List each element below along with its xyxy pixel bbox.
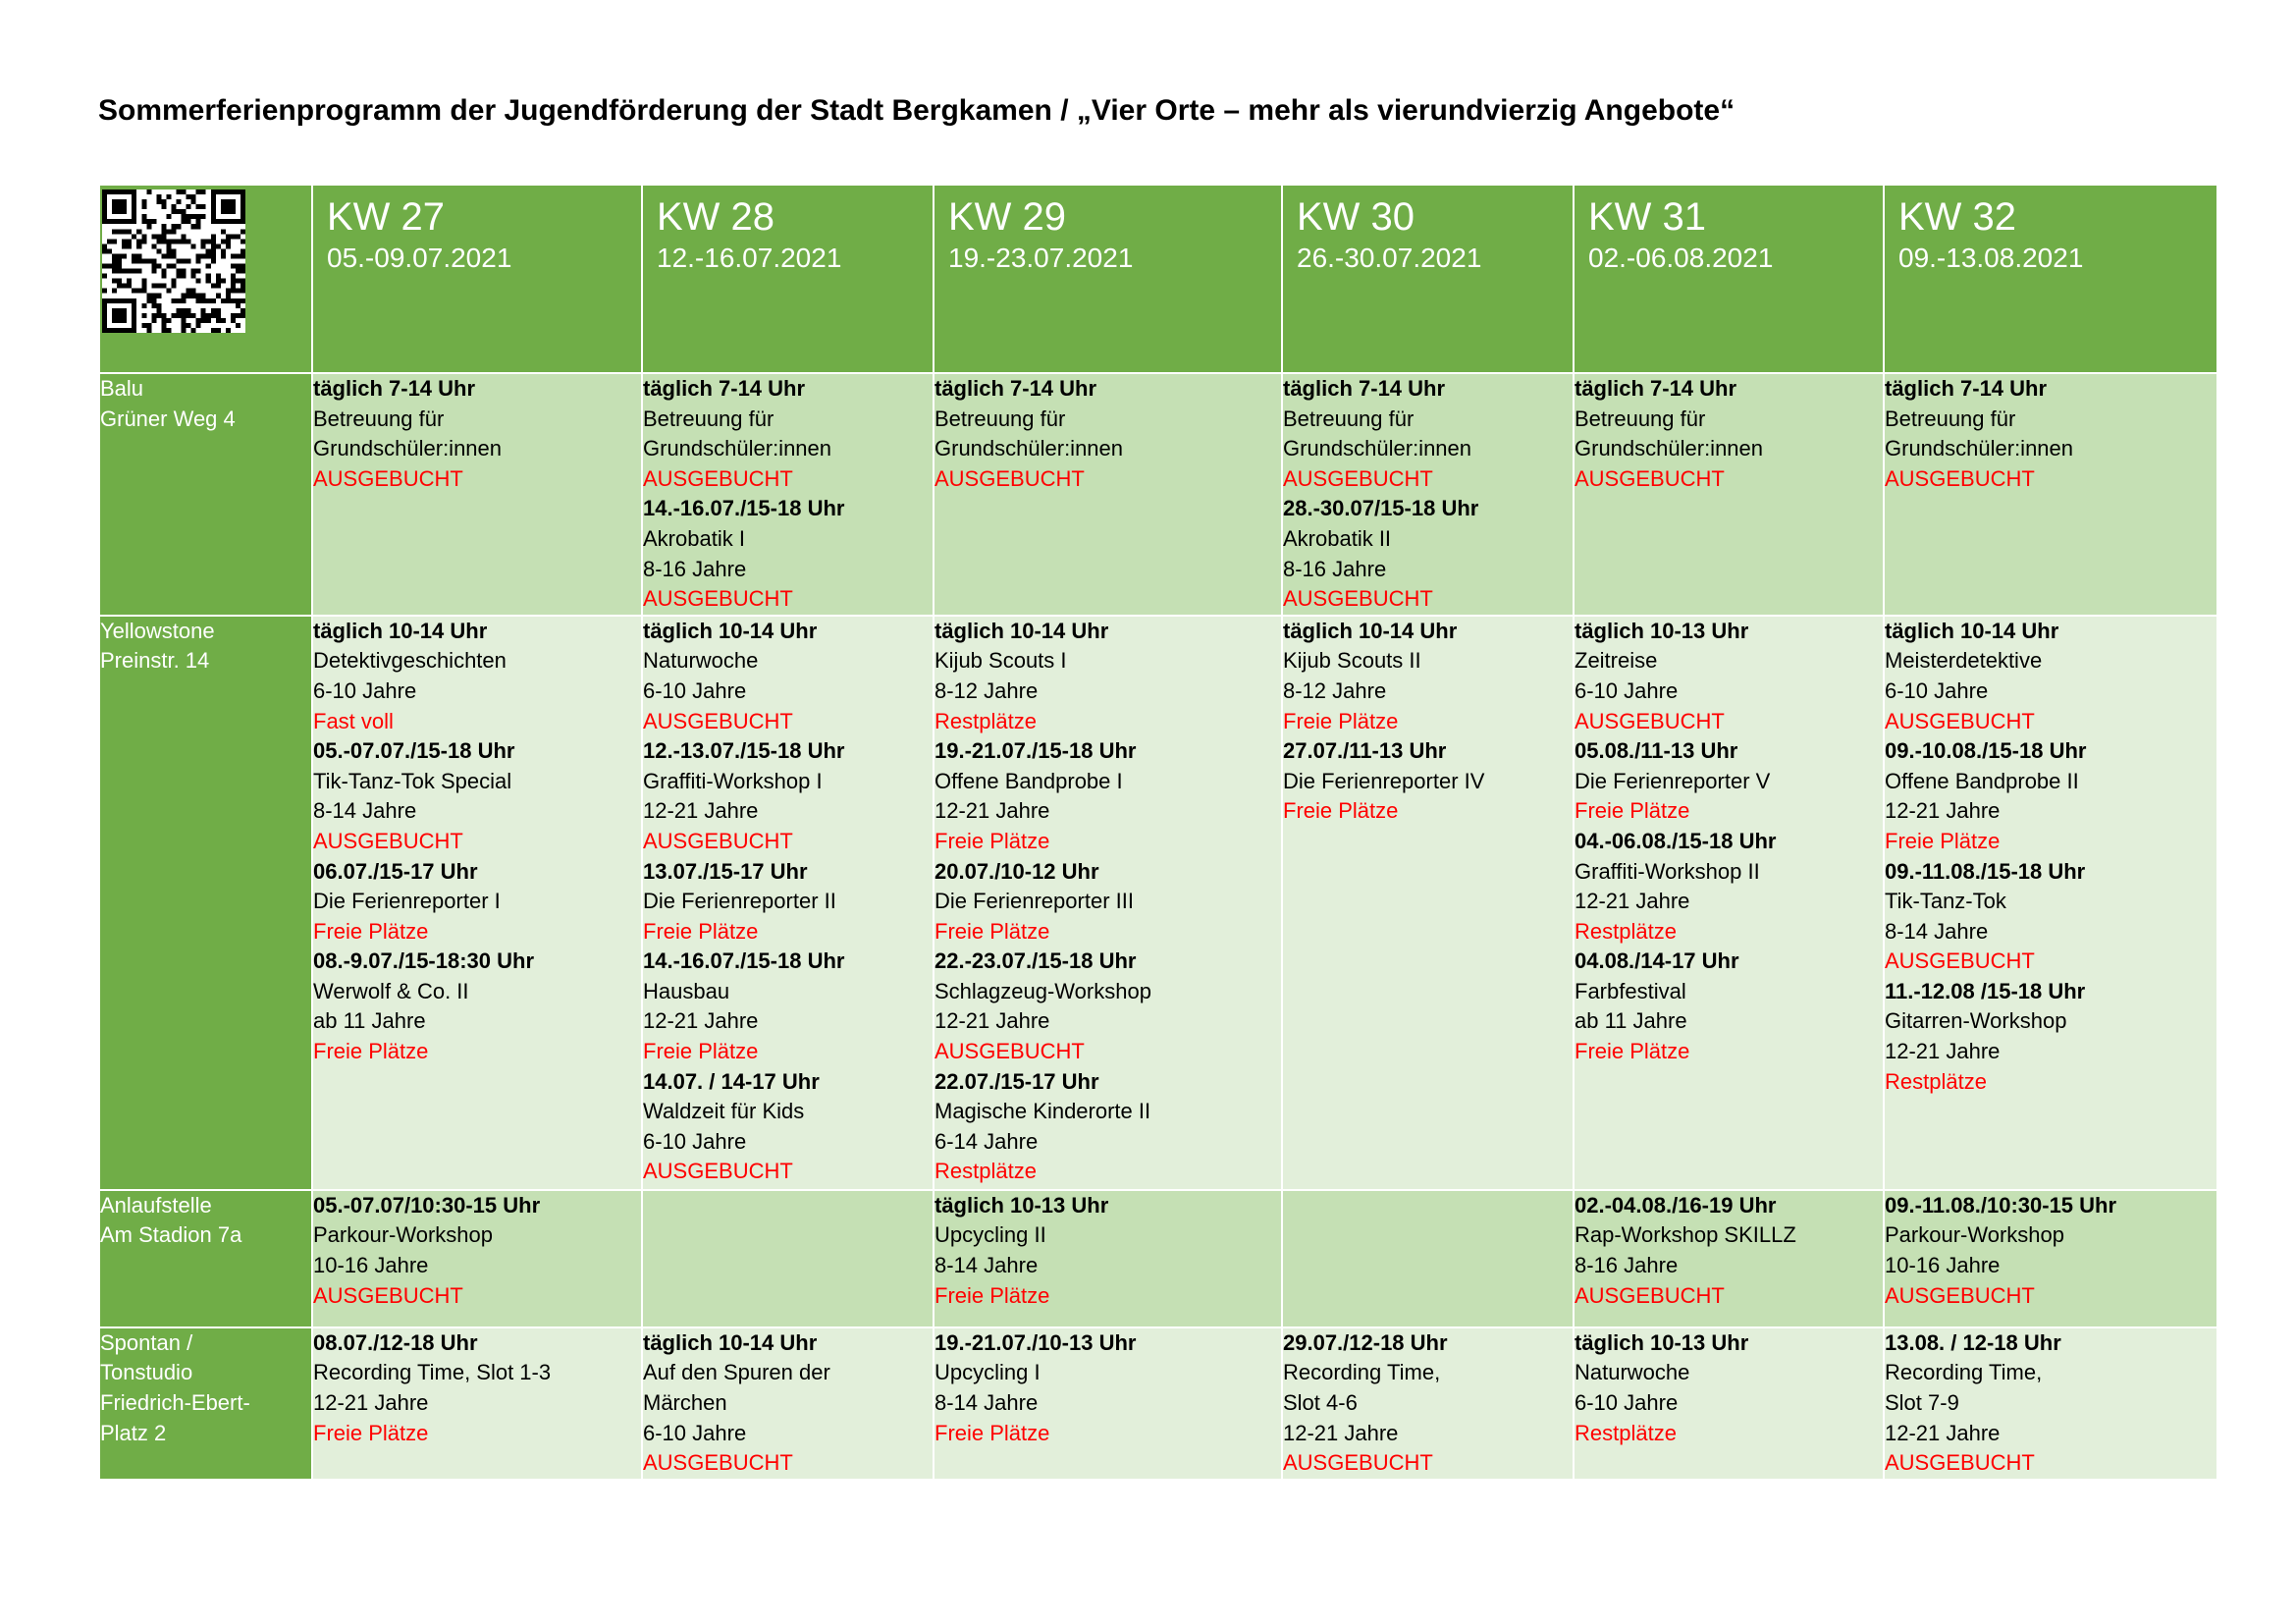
availability-status: AUSGEBUCHT — [643, 465, 793, 491]
activity-line: Märchen — [643, 1389, 727, 1415]
activity-line: Gitarren-Workshop — [1885, 1008, 2067, 1034]
activity-line: Farbfestival — [1575, 978, 1686, 1003]
activity-line: Die Ferienreporter IV — [1283, 768, 1485, 793]
activity-line: 8-14 Jahre — [934, 1389, 1039, 1415]
activity-line: 8-12 Jahre — [1283, 677, 1387, 703]
program-table — [98, 184, 2218, 1481]
program-cell — [1574, 1190, 1884, 1327]
week-label: KW 30 — [1297, 195, 1415, 239]
activity-time: 13.07./15-17 Uhr — [643, 858, 808, 884]
activity-line: 8-16 Jahre — [643, 556, 747, 581]
activity-line: Grundschüler:innen — [313, 436, 503, 461]
activity-line: Akrobatik II — [1283, 525, 1392, 551]
activity-line: Kijub Scouts I — [934, 648, 1067, 674]
activity-line: 6-10 Jahre — [643, 1420, 747, 1445]
availability-status: AUSGEBUCHT — [313, 465, 463, 491]
location-cell — [99, 1190, 312, 1327]
activity-line: Grundschüler:innen — [934, 436, 1124, 461]
activity-line: 10-16 Jahre — [313, 1252, 429, 1277]
activity-line: Meisterdetektive — [1885, 648, 2043, 674]
program-cell — [642, 616, 934, 1190]
program-cell — [1574, 1327, 1884, 1480]
activity-line: 6-10 Jahre — [1575, 1389, 1679, 1415]
activity-line: Rap-Workshop SKILLZ — [1575, 1222, 1796, 1248]
activity-line: 6-10 Jahre — [313, 677, 417, 703]
availability-status: AUSGEBUCHT — [1885, 465, 2035, 491]
qr-code-icon[interactable] — [102, 189, 245, 333]
availability-status: Freie Plätze — [643, 1039, 759, 1064]
program-cell — [1282, 616, 1574, 1190]
availability-status: AUSGEBUCHT — [643, 1450, 793, 1476]
program-cell — [312, 1190, 642, 1327]
availability-status: Freie Plätze — [1283, 708, 1399, 733]
location-row-yellowstone — [99, 616, 2217, 1190]
activity-time: 09.-11.08./15-18 Uhr — [1885, 858, 2086, 884]
activity-line: Die Ferienreporter I — [313, 889, 501, 914]
activity-time: täglich 10-14 Uhr — [643, 618, 818, 643]
activity-time: 27.07./11-13 Uhr — [1283, 738, 1447, 764]
program-cell — [312, 1327, 642, 1480]
activity-line: Upcycling I — [934, 1360, 1041, 1385]
activity-time: 19.-21.07./10-13 Uhr — [934, 1329, 1137, 1355]
activity-time: 13.08. / 12-18 Uhr — [1885, 1329, 2061, 1355]
availability-status: AUSGEBUCHT — [1885, 948, 2035, 974]
availability-status: Freie Plätze — [1575, 1039, 1690, 1064]
availability-status: Restplätze — [1575, 1420, 1677, 1445]
availability-status: Freie Plätze — [934, 1420, 1050, 1445]
activity-line: 12-21 Jahre — [1885, 1420, 2001, 1445]
availability-status: Freie Plätze — [934, 918, 1050, 944]
activity-line: Grundschüler:innen — [1575, 436, 1764, 461]
week-header — [312, 185, 642, 373]
activity-time: 14.-16.07./15-18 Uhr — [643, 948, 845, 974]
week-label: KW 27 — [327, 195, 446, 239]
activity-line: Parkour-Workshop — [1885, 1222, 2064, 1248]
activity-time: täglich 10-13 Uhr — [1575, 618, 1749, 643]
program-cell — [1282, 373, 1574, 616]
week-header — [1282, 185, 1574, 373]
week-dates: 02.-06.08.2021 — [1588, 243, 1774, 273]
activity-time: täglich 7-14 Uhr — [1575, 376, 1737, 401]
activity-line: Tik-Tanz-Tok Special — [313, 768, 512, 793]
activity-time: täglich 7-14 Uhr — [1283, 376, 1446, 401]
activity-line: ab 11 Jahre — [1575, 1008, 1687, 1034]
availability-status: Freie Plätze — [934, 1282, 1050, 1308]
activity-time: 22.-23.07./15-18 Uhr — [934, 948, 1137, 974]
activity-line: Magische Kinderorte II — [934, 1099, 1151, 1124]
program-cell — [1884, 1190, 2217, 1327]
location-cell — [99, 616, 312, 1190]
location-cell — [99, 1327, 312, 1480]
program-cell — [934, 1327, 1282, 1480]
activity-line: Betreuung für — [1885, 406, 2016, 431]
activity-line: 12-21 Jahre — [1283, 1420, 1399, 1445]
activity-time: 08.-9.07./15-18:30 Uhr — [313, 948, 535, 974]
program-cell — [934, 616, 1282, 1190]
activity-line: Betreuung für — [934, 406, 1066, 431]
activity-line: 6-14 Jahre — [934, 1128, 1039, 1154]
week-dates: 05.-09.07.2021 — [327, 243, 512, 273]
activity-time: 08.07./12-18 Uhr — [313, 1329, 478, 1355]
activity-line: Slot 7-9 — [1885, 1389, 1959, 1415]
activity-time: 02.-04.08./16-19 Uhr — [1575, 1192, 1777, 1218]
activity-time: 11.-12.08 /15-18 Uhr — [1885, 978, 2086, 1003]
activity-line: Waldzeit für Kids — [643, 1099, 805, 1124]
availability-status: AUSGEBUCHT — [643, 1159, 793, 1184]
location-line: Friedrich-Ebert- — [100, 1389, 250, 1415]
activity-time: 06.07./15-17 Uhr — [313, 858, 478, 884]
qr-cell — [99, 185, 312, 373]
location-line: Spontan / — [100, 1329, 193, 1355]
activity-time: 04.-06.08./15-18 Uhr — [1575, 828, 1777, 853]
activity-time: 09.-10.08./15-18 Uhr — [1885, 738, 2087, 764]
availability-status: Freie Plätze — [643, 918, 759, 944]
activity-line: Kijub Scouts II — [1283, 648, 1421, 674]
activity-line: Slot 4-6 — [1283, 1389, 1358, 1415]
activity-line: 12-21 Jahre — [643, 798, 759, 824]
week-label: KW 31 — [1588, 195, 1707, 239]
availability-status: Freie Plätze — [934, 828, 1050, 853]
activity-line: Hausbau — [643, 978, 730, 1003]
activity-line: 12-21 Jahre — [934, 798, 1050, 824]
activity-line: Betreuung für — [1283, 406, 1415, 431]
availability-status: AUSGEBUCHT — [1885, 1450, 2035, 1476]
activity-time: täglich 10-14 Uhr — [934, 618, 1109, 643]
activity-line: 10-16 Jahre — [1885, 1252, 2001, 1277]
availability-status: AUSGEBUCHT — [934, 1039, 1085, 1064]
location-line: Grüner Weg 4 — [100, 406, 236, 431]
availability-status: AUSGEBUCHT — [313, 828, 463, 853]
availability-status: Freie Plätze — [313, 918, 429, 944]
week-label: KW 32 — [1898, 195, 2017, 239]
availability-status: AUSGEBUCHT — [1283, 1450, 1433, 1476]
program-cell — [642, 373, 934, 616]
activity-line: Die Ferienreporter III — [934, 889, 1134, 914]
activity-line: Grundschüler:innen — [1885, 436, 2074, 461]
activity-line: Parkour-Workshop — [313, 1222, 493, 1248]
program-cell — [1884, 373, 2217, 616]
availability-status: AUSGEBUCHT — [1885, 708, 2035, 733]
activity-line: ab 11 Jahre — [313, 1008, 426, 1034]
location-line: Anlaufstelle — [100, 1192, 212, 1218]
header-row — [99, 185, 2217, 373]
activity-line: Naturwoche — [1575, 1360, 1690, 1385]
activity-line: Recording Time, — [1283, 1360, 1441, 1385]
program-cell — [1884, 616, 2217, 1190]
activity-line: Werwolf & Co. II — [313, 978, 469, 1003]
location-line: Platz 2 — [100, 1420, 167, 1445]
activity-line: 12-21 Jahre — [643, 1008, 759, 1034]
week-label: KW 29 — [948, 195, 1067, 239]
week-label: KW 28 — [657, 195, 775, 239]
program-cell — [642, 1190, 934, 1327]
activity-time: 19.-21.07./15-18 Uhr — [934, 738, 1137, 764]
program-cell — [1574, 616, 1884, 1190]
week-header — [1884, 185, 2217, 373]
location-cell — [99, 373, 312, 616]
activity-line: 8-14 Jahre — [313, 798, 417, 824]
activity-time: 09.-11.08./10:30-15 Uhr — [1885, 1192, 2117, 1218]
activity-line: 12-21 Jahre — [313, 1389, 429, 1415]
activity-line: 8-14 Jahre — [1885, 918, 1989, 944]
activity-line: 8-12 Jahre — [934, 677, 1039, 703]
activity-line: Recording Time, Slot 1-3 — [313, 1360, 552, 1385]
activity-time: täglich 10-13 Uhr — [934, 1192, 1109, 1218]
location-line: Am Stadion 7a — [100, 1222, 242, 1248]
availability-status: Freie Plätze — [1885, 828, 2001, 853]
week-dates: 19.-23.07.2021 — [948, 243, 1134, 273]
week-header — [1574, 185, 1884, 373]
activity-time: täglich 10-14 Uhr — [643, 1329, 818, 1355]
availability-status: AUSGEBUCHT — [643, 586, 793, 612]
location-row-tonstudio — [99, 1327, 2217, 1480]
availability-status: Freie Plätze — [1283, 798, 1399, 824]
availability-status: Restplätze — [934, 1159, 1037, 1184]
activity-line: Schlagzeug-Workshop — [934, 978, 1151, 1003]
activity-line: Akrobatik I — [643, 525, 745, 551]
activity-line: Grundschüler:innen — [643, 436, 832, 461]
activity-line: 8-16 Jahre — [1283, 556, 1387, 581]
activity-line: 8-14 Jahre — [934, 1252, 1039, 1277]
program-cell — [1884, 1327, 2217, 1480]
program-cell — [642, 1327, 934, 1480]
program-cell — [934, 373, 1282, 616]
activity-time: 14.-16.07./15-18 Uhr — [643, 496, 845, 521]
week-dates: 12.-16.07.2021 — [657, 243, 842, 273]
page-title: Sommerferienprogramm der Jugendförderung der Stadt Bergkamen / „Vier Orte – mehr als vierundvierzig Angebote“ — [98, 94, 1735, 127]
activity-line: Offene Bandprobe II — [1885, 768, 2079, 793]
activity-line: 12-21 Jahre — [934, 1008, 1050, 1034]
availability-status: AUSGEBUCHT — [1575, 465, 1725, 491]
activity-line: Die Ferienreporter V — [1575, 768, 1771, 793]
location-line: Tonstudio — [100, 1360, 193, 1385]
activity-line: Betreuung für — [643, 406, 774, 431]
activity-time: 04.08./14-17 Uhr — [1575, 948, 1739, 974]
activity-time: 12.-13.07./15-18 Uhr — [643, 738, 845, 764]
location-line: Balu — [100, 376, 144, 401]
activity-line: Betreuung für — [313, 406, 445, 431]
activity-line: Naturwoche — [643, 648, 759, 674]
program-cell — [312, 616, 642, 1190]
activity-line: Die Ferienreporter II — [643, 889, 836, 914]
week-dates: 26.-30.07.2021 — [1297, 243, 1482, 273]
availability-status: AUSGEBUCHT — [934, 465, 1085, 491]
availability-status: AUSGEBUCHT — [643, 828, 793, 853]
activity-line: 12-21 Jahre — [1885, 1039, 2001, 1064]
activity-time: täglich 7-14 Uhr — [1885, 376, 2048, 401]
availability-status: AUSGEBUCHT — [313, 1282, 463, 1308]
availability-status: AUSGEBUCHT — [1283, 586, 1433, 612]
availability-status: Restplätze — [1575, 918, 1677, 944]
activity-time: täglich 10-14 Uhr — [1885, 618, 2059, 643]
activity-time: 28.-30.07/15-18 Uhr — [1283, 496, 1479, 521]
activity-time: 05.-07.07./15-18 Uhr — [313, 738, 515, 764]
availability-status: AUSGEBUCHT — [1283, 465, 1433, 491]
activity-time: täglich 10-14 Uhr — [313, 618, 488, 643]
availability-status: Restplätze — [934, 708, 1037, 733]
activity-time: 20.07./10-12 Uhr — [934, 858, 1099, 884]
program-cell — [1282, 1327, 1574, 1480]
activity-line: 6-10 Jahre — [643, 677, 747, 703]
week-header — [934, 185, 1282, 373]
location-row-anlaufstelle — [99, 1190, 2217, 1327]
activity-line: 6-10 Jahre — [1575, 677, 1679, 703]
location-row-balu — [99, 373, 2217, 616]
activity-line: 12-21 Jahre — [1885, 798, 2001, 824]
program-cell — [1282, 1190, 1574, 1327]
availability-status: Freie Plätze — [313, 1420, 429, 1445]
activity-line: Betreuung für — [1575, 406, 1706, 431]
activity-time: 22.07./15-17 Uhr — [934, 1068, 1099, 1094]
program-cell — [1574, 373, 1884, 616]
availability-status: Freie Plätze — [1575, 798, 1690, 824]
week-header — [642, 185, 934, 373]
activity-line: Graffiti-Workshop I — [643, 768, 823, 793]
activity-line: Auf den Spuren der — [643, 1360, 830, 1385]
activity-line: 8-16 Jahre — [1575, 1252, 1679, 1277]
activity-line: Recording Time, — [1885, 1360, 2043, 1385]
availability-status: AUSGEBUCHT — [1575, 1282, 1725, 1308]
availability-status: Freie Plätze — [313, 1039, 429, 1064]
availability-status: Fast voll — [313, 708, 394, 733]
activity-line: Offene Bandprobe I — [934, 768, 1123, 793]
activity-time: täglich 10-14 Uhr — [1283, 618, 1458, 643]
program-cell — [312, 373, 642, 616]
availability-status: AUSGEBUCHT — [1575, 708, 1725, 733]
activity-time: 29.07./12-18 Uhr — [1283, 1329, 1448, 1355]
program-cell — [934, 1190, 1282, 1327]
activity-line: 12-21 Jahre — [1575, 889, 1690, 914]
availability-status: AUSGEBUCHT — [643, 708, 793, 733]
activity-line: Grundschüler:innen — [1283, 436, 1472, 461]
week-dates: 09.-13.08.2021 — [1898, 243, 2084, 273]
availability-status: Restplätze — [1885, 1068, 1987, 1094]
location-line: Yellowstone — [100, 618, 215, 643]
activity-time: 05.-07.07/10:30-15 Uhr — [313, 1192, 541, 1218]
activity-time: täglich 7-14 Uhr — [934, 376, 1097, 401]
activity-time: täglich 7-14 Uhr — [643, 376, 806, 401]
activity-line: 6-10 Jahre — [1885, 677, 1989, 703]
activity-time: täglich 10-13 Uhr — [1575, 1329, 1749, 1355]
activity-time: 05.08./11-13 Uhr — [1575, 738, 1738, 764]
activity-time: 14.07. / 14-17 Uhr — [643, 1068, 820, 1094]
activity-line: 6-10 Jahre — [643, 1128, 747, 1154]
availability-status: AUSGEBUCHT — [1885, 1282, 2035, 1308]
activity-time: täglich 7-14 Uhr — [313, 376, 476, 401]
activity-line: Detektivgeschichten — [313, 648, 507, 674]
activity-line: Tik-Tanz-Tok — [1885, 889, 2006, 914]
activity-line: Upcycling II — [934, 1222, 1046, 1248]
location-line: Preinstr. 14 — [100, 648, 210, 674]
activity-line: Graffiti-Workshop II — [1575, 858, 1760, 884]
activity-line: Zeitreise — [1575, 648, 1658, 674]
